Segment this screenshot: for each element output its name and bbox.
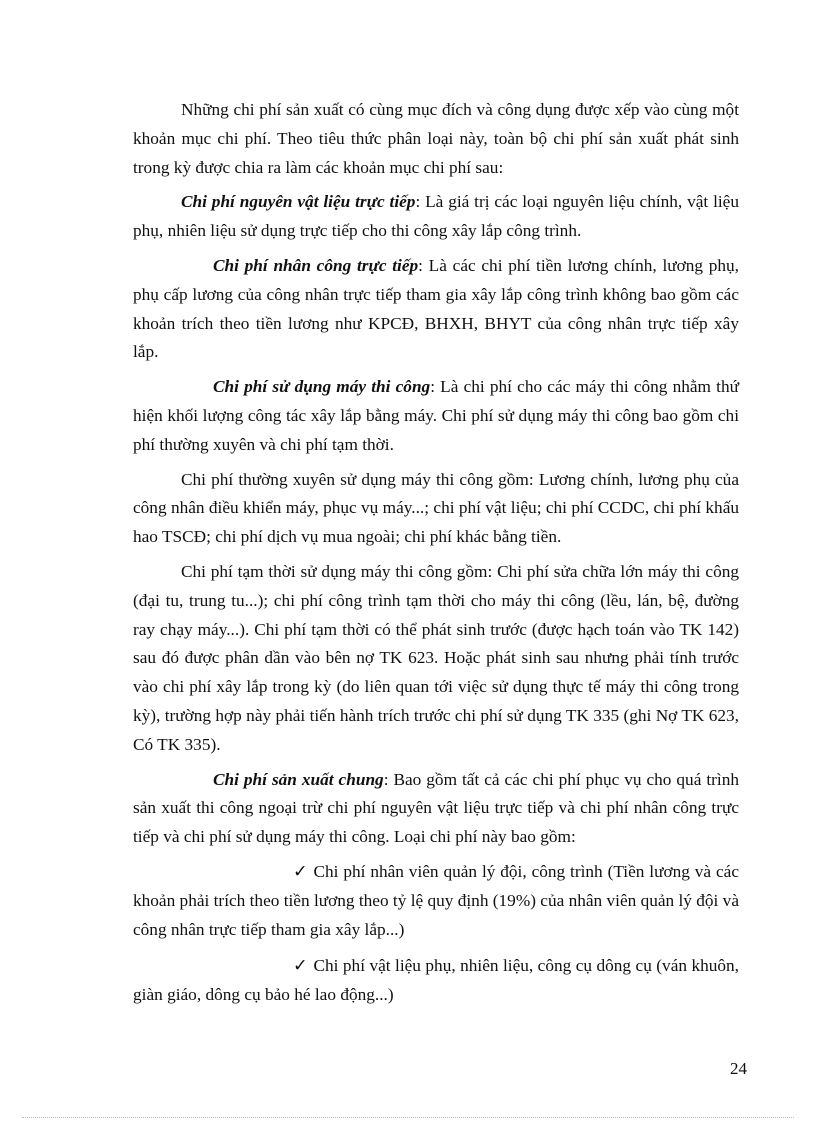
- paragraph-regular-machine-cost: [133, 466, 739, 552]
- paragraph-text: Chi phí thường xuyên sử dụng máy thi công gồm: Lương chính, lương phụ của công nhân điều khiển máy, phục vụ máy...; chi phí vật liệu; chi phí CCDC, chi phí khấu hao TSCĐ; chi phí dịch vụ mua ngoài; chi phí khác bằng tiền.: [133, 469, 739, 547]
- paragraph-temporary-machine-cost: [133, 558, 739, 760]
- bullet-text: Chi phí nhân viên quản lý đội, công trình (Tiền lương và các khoản phải trích theo tiền lương theo tỷ lệ quy định (19%) của nhân viên quản lý đội và công nhân trực tiếp tham gia xây lắp...): [133, 861, 739, 939]
- checkmark-icon: ✓: [293, 956, 308, 976]
- paragraph-text: : Là chi phí cho các máy thi công nhằm thứ hiện khối lượng công tác xây lắp bằng máy. Chi phí sử dụng máy thi công bao gồm chi phí thường xuyên và chi phí tạm thời.: [133, 377, 739, 454]
- paragraph-direct-materials: [133, 188, 739, 246]
- page-body: [133, 96, 739, 1018]
- paragraph-direct-labor: [133, 252, 739, 367]
- term-machine-cost: Chi phí sử dụng máy thi công: [213, 377, 431, 397]
- bullet-item-staff-cost: [133, 858, 739, 944]
- term-overhead: Chi phí sản xuất chung: [213, 769, 384, 789]
- checkmark-icon: ✓: [293, 861, 308, 881]
- term-direct-labor: Chi phí nhân công trực tiếp: [213, 255, 419, 275]
- term-direct-materials: Chi phí nguyên vật liệu trực tiếp: [181, 192, 416, 212]
- paragraph-text: : Là các chi phí tiền lương chính, lương phụ, phụ cấp lương của công nhân trực tiếp tham gia xây lắp công trình không bao gồm các khoản trích theo tiền lương như KPCĐ, BHXH, BHYT của công nhân trực tiếp xây lắp.: [133, 255, 740, 362]
- paragraph-text: : Là giá trị các loại nguyên liệu chính, vật liệu phụ, nhiên liệu sử dụng trực tiếp cho thi công xây lắp công trình.: [133, 192, 739, 241]
- paragraph-text: Những chi phí sản xuất có cùng mục đích và công dụng được xếp vào cùng một khoản mục chi phí. Theo tiêu thức phân loại này, toàn bộ chi phí sản xuất phát sinh trong kỳ được chia ra làm các khoản mục chi phí sau:: [133, 100, 739, 177]
- paragraph-overhead: [133, 766, 739, 852]
- page-number: 24: [730, 1059, 747, 1078]
- bullet-text: Chi phí vật liệu phụ, nhiên liệu, công cụ dông cụ (ván khuôn, giàn giáo, dông cụ bảo hé lao động...): [133, 956, 739, 1005]
- bullet-item-materials-tools: [133, 952, 739, 1010]
- paragraph-text: Chi phí tạm thời sử dụng máy thi công gồm: Chi phí sửa chữa lớn máy thi công (đại tu, trung tu...); chi phí công trình tạm thời cho máy thi công (lều, lán, bệ, đường ray chạy máy...). Chi phí tạm thời có thể phát sinh trước (được hạch toán vào TK 142) sau đó được phân dần vào bên nợ TK 623. Hoặc phát sinh sau nhưng phải tính trước vào chi phí xây lắp trong kỳ (do liên quan tới việc sử dụng thực tế máy thi công trong kỳ), trường hợp này phải tiến hành trích trước chi phí sử dụng TK 335 (ghi Nợ TK 623, Có TK 335).: [133, 561, 739, 754]
- paragraph-machine-cost: [133, 373, 739, 459]
- footer-divider: [22, 1117, 794, 1118]
- paragraph-text: : Bao gồm tất cả các chi phí phục vụ cho quá trình sản xuất thi công ngoại trừ chi phí nguyên vật liệu trực tiếp và chi phí nhân công trực tiếp và chi phí sử dụng máy thi công. Loại chi phí này bao gồm:: [133, 769, 739, 847]
- paragraph-intro: [133, 96, 739, 182]
